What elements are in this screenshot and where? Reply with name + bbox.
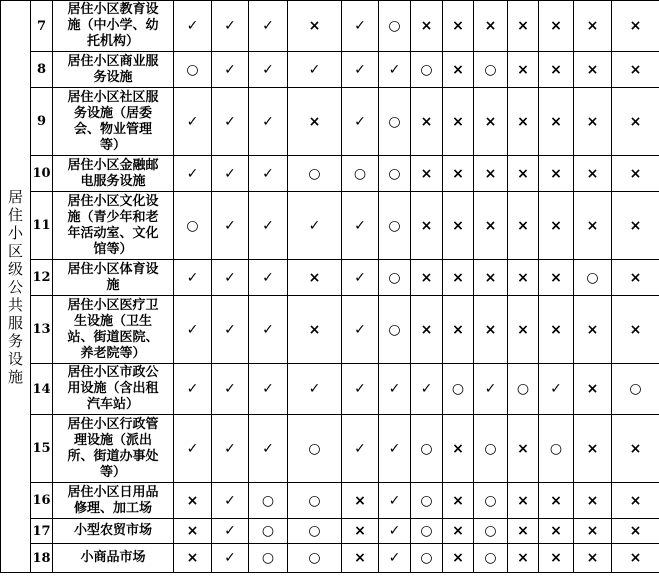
- compat-mark: ○: [411, 52, 443, 88]
- compat-mark: ✓: [212, 415, 249, 483]
- compat-mark: ✓: [249, 260, 288, 296]
- compat-mark: ×: [574, 519, 612, 544]
- compat-mark: ○: [174, 192, 212, 260]
- compat-mark: ×: [443, 296, 474, 364]
- facility-name: [53, 483, 174, 519]
- compat-mark: ×: [539, 52, 574, 88]
- compat-mark: ×: [508, 88, 539, 156]
- compat-mark: ✓: [174, 260, 212, 296]
- compat-mark: ✓: [249, 1, 288, 52]
- compat-mark: ○: [443, 364, 474, 415]
- compat-mark: ✓: [342, 364, 379, 415]
- compat-mark: ✓: [288, 364, 342, 415]
- facility-name-line: 等）: [99, 137, 126, 153]
- row-number: 11: [31, 192, 53, 260]
- compat-mark: ×: [508, 52, 539, 88]
- category-text: [1, 188, 30, 386]
- facility-name: [53, 544, 174, 573]
- category-char: 小: [7, 223, 23, 242]
- table-row: [1, 364, 659, 415]
- compat-mark: ×: [539, 544, 574, 573]
- compat-mark: ×: [574, 156, 612, 192]
- facility-name: [53, 364, 174, 415]
- compat-mark: ×: [342, 483, 379, 519]
- compat-mark: ×: [288, 260, 342, 296]
- facility-name: [53, 415, 174, 483]
- facility-name-line: 生设施（卫生: [73, 313, 152, 329]
- compat-mark: ×: [574, 1, 612, 52]
- compat-mark: ○: [288, 415, 342, 483]
- compat-mark: ✓: [288, 192, 342, 260]
- compat-mark: ×: [508, 296, 539, 364]
- facility-name: [53, 519, 174, 544]
- compat-mark: ×: [411, 260, 443, 296]
- category-char: 公: [7, 277, 23, 296]
- compat-mark: ✓: [212, 260, 249, 296]
- facility-name-line: 用设施（含出租: [67, 381, 159, 396]
- compat-mark: ×: [288, 88, 342, 156]
- compat-mark: ✓: [411, 364, 443, 415]
- compat-mark: ✓: [379, 364, 411, 415]
- facility-name-line: 年活动室、文化: [67, 225, 159, 241]
- compat-mark: ○: [574, 260, 612, 296]
- table-row: [1, 415, 659, 483]
- compat-mark: ×: [508, 544, 539, 573]
- table-row: [1, 544, 659, 573]
- compat-mark: ×: [288, 296, 342, 364]
- compat-mark: ×: [612, 88, 659, 156]
- compat-mark: ○: [379, 1, 411, 52]
- facility-name: [53, 260, 174, 296]
- compat-mark: ×: [574, 544, 612, 573]
- compat-mark: ×: [508, 156, 539, 192]
- table-row: [1, 192, 659, 260]
- compat-mark: ×: [574, 415, 612, 483]
- facility-name-line: 居住小区体育设: [67, 261, 159, 277]
- compat-mark: ×: [612, 192, 659, 260]
- compat-mark: ×: [474, 88, 508, 156]
- row-number: 7: [31, 1, 53, 52]
- compat-mark: ○: [342, 156, 379, 192]
- table-row: [1, 260, 659, 296]
- compat-mark: ✓: [212, 192, 249, 260]
- row-number: 14: [31, 364, 53, 415]
- facility-name-line: 居住小区行政管: [67, 416, 159, 432]
- category-char: 居: [7, 187, 23, 206]
- compat-mark: ○: [379, 296, 411, 364]
- compat-mark: ×: [174, 519, 212, 544]
- row-number: 16: [31, 483, 53, 519]
- compat-mark: ×: [443, 519, 474, 544]
- compat-mark: ×: [539, 1, 574, 52]
- compat-mark: ×: [443, 483, 474, 519]
- compat-mark: ✓: [249, 364, 288, 415]
- table-row: [1, 519, 659, 544]
- facility-name-line: 居住小区市政公: [67, 365, 159, 380]
- compat-mark: ✓: [379, 415, 411, 483]
- compat-mark: ×: [474, 260, 508, 296]
- category-char: 住: [7, 205, 23, 224]
- compat-mark: ×: [443, 52, 474, 88]
- compat-mark: ×: [443, 415, 474, 483]
- compat-mark: ×: [411, 156, 443, 192]
- facility-name-line: 居住小区商业服: [67, 53, 159, 69]
- compat-mark: ×: [574, 296, 612, 364]
- facility-name: [53, 52, 174, 88]
- row-number: 13: [31, 296, 53, 364]
- compat-mark: ✓: [212, 296, 249, 364]
- compat-mark: ✓: [379, 544, 411, 573]
- compat-mark: ✓: [474, 364, 508, 415]
- compat-mark: ×: [612, 1, 659, 52]
- facility-name-line: 居住小区金融邮: [67, 157, 159, 173]
- compat-mark: ✓: [342, 260, 379, 296]
- compat-mark: ✓: [212, 52, 249, 88]
- compat-mark: ✓: [342, 1, 379, 52]
- table-row: [1, 88, 659, 156]
- compat-mark: ×: [539, 88, 574, 156]
- compat-mark: ✓: [342, 52, 379, 88]
- compat-mark: ○: [379, 156, 411, 192]
- facility-name-line: 理设施（派出: [73, 432, 152, 448]
- compat-mark: ×: [342, 519, 379, 544]
- compat-mark: ×: [474, 156, 508, 192]
- compat-mark: ✓: [342, 88, 379, 156]
- facility-name-line: 会、物业管理: [73, 121, 152, 137]
- compat-mark: ✓: [212, 544, 249, 573]
- facility-name-line: 施: [106, 277, 120, 293]
- compat-mark: ✓: [174, 1, 212, 52]
- row-number: 15: [31, 415, 53, 483]
- compat-mark: ×: [612, 483, 659, 519]
- compat-mark: ✓: [342, 192, 379, 260]
- facility-name-line: 养老院等）: [80, 345, 146, 361]
- facility-name-line: 电服务设施: [80, 173, 146, 189]
- facility-name-line: 居住小区社区服: [67, 89, 159, 105]
- compat-mark: ×: [508, 260, 539, 296]
- compat-mark: ✓: [379, 483, 411, 519]
- compat-mark: ×: [443, 1, 474, 52]
- facility-name-line: 施（中小学、幼: [67, 18, 159, 33]
- compat-mark: ✓: [249, 415, 288, 483]
- compat-mark: ×: [443, 544, 474, 573]
- compat-mark: ×: [508, 192, 539, 260]
- row-number: 17: [31, 519, 53, 544]
- row-number: 10: [31, 156, 53, 192]
- facility-name: [53, 296, 174, 364]
- table-row: [1, 156, 659, 192]
- compat-mark: ×: [612, 156, 659, 192]
- compat-mark: ×: [574, 483, 612, 519]
- compat-mark: ✓: [249, 296, 288, 364]
- compat-mark: ×: [508, 415, 539, 483]
- compat-mark: ✓: [212, 1, 249, 52]
- compat-mark: ×: [443, 88, 474, 156]
- compat-mark: ×: [539, 483, 574, 519]
- compat-mark: ×: [574, 364, 612, 415]
- compat-mark: ×: [539, 519, 574, 544]
- table-row: [1, 483, 659, 519]
- compat-mark: ✓: [212, 88, 249, 156]
- compat-mark: ○: [249, 519, 288, 544]
- facility-name-line: 施（青少年和老: [67, 209, 159, 225]
- row-number: 8: [31, 52, 53, 88]
- compat-mark: ×: [174, 544, 212, 573]
- facility-name-line: 修理、加工场: [73, 500, 152, 516]
- compat-mark: ○: [411, 544, 443, 573]
- compat-mark: ✓: [249, 52, 288, 88]
- compat-mark: ✓: [174, 364, 212, 415]
- compat-mark: ×: [411, 88, 443, 156]
- facility-name-line: 居住小区医疗卫: [67, 297, 159, 313]
- category-char: 设: [7, 349, 23, 368]
- compat-mark: ×: [539, 296, 574, 364]
- row-number: 18: [31, 544, 53, 573]
- facility-name-line: 汽车站）: [86, 397, 139, 412]
- compat-mark: ×: [474, 296, 508, 364]
- compat-mark: ○: [411, 483, 443, 519]
- compat-mark: ○: [508, 364, 539, 415]
- compat-mark: ✓: [174, 156, 212, 192]
- compat-mark: ✓: [249, 156, 288, 192]
- compat-mark: ×: [539, 260, 574, 296]
- compat-mark: ✓: [249, 88, 288, 156]
- compat-mark: ×: [612, 544, 659, 573]
- compat-mark: ×: [574, 52, 612, 88]
- facility-name-line: 站、街道医院、: [67, 329, 159, 345]
- compat-mark: ✓: [249, 192, 288, 260]
- compat-mark: ✓: [212, 364, 249, 415]
- facility-name-line: 居住小区文化设: [67, 193, 159, 209]
- category-char: 服: [7, 313, 23, 332]
- compat-mark: ×: [411, 192, 443, 260]
- compat-mark: ×: [411, 296, 443, 364]
- compat-mark: ×: [443, 192, 474, 260]
- category-char: 共: [7, 295, 23, 314]
- compat-mark: ✓: [342, 415, 379, 483]
- compat-mark: ×: [574, 192, 612, 260]
- category-char: 区: [7, 241, 23, 260]
- category-char: 级: [7, 259, 23, 278]
- facility-name-line: 托机构）: [86, 34, 139, 49]
- facility-name-line: 务设施: [93, 69, 133, 85]
- facility-name-line: 小商品市场: [80, 550, 146, 565]
- compat-mark: ○: [379, 88, 411, 156]
- compat-mark: ○: [379, 260, 411, 296]
- facility-name-line: 务设施（居委: [73, 105, 152, 121]
- facility-name-line: 小型农贸市场: [73, 523, 152, 538]
- compat-mark: ○: [288, 483, 342, 519]
- compat-mark: ×: [612, 52, 659, 88]
- compat-mark: ✓: [379, 52, 411, 88]
- compat-mark: ○: [474, 415, 508, 483]
- compat-mark: ×: [288, 1, 342, 52]
- compat-mark: ×: [411, 1, 443, 52]
- compat-mark: ×: [508, 483, 539, 519]
- facility-name: [53, 192, 174, 260]
- table-row: [1, 52, 659, 88]
- compat-mark: ○: [539, 415, 574, 483]
- compat-mark: ×: [612, 296, 659, 364]
- row-number: 9: [31, 88, 53, 156]
- compat-mark: ○: [288, 156, 342, 192]
- compat-mark: ×: [474, 1, 508, 52]
- compat-mark: ○: [411, 415, 443, 483]
- table-body: [1, 1, 659, 573]
- compat-mark: ○: [174, 52, 212, 88]
- compat-mark: ×: [612, 519, 659, 544]
- facility-name-line: 等）: [99, 464, 126, 480]
- compat-mark: ×: [539, 156, 574, 192]
- compat-mark: ×: [342, 544, 379, 573]
- compat-mark: ✓: [174, 296, 212, 364]
- category-cell: [1, 1, 31, 573]
- compat-mark: ✓: [212, 483, 249, 519]
- compat-mark: ○: [474, 52, 508, 88]
- table-row: [1, 1, 659, 52]
- facility-name-line: 居住小区日用品: [67, 484, 159, 500]
- compat-mark: ✓: [212, 519, 249, 544]
- compat-mark: ✓: [288, 52, 342, 88]
- compat-mark: ✓: [379, 519, 411, 544]
- compat-mark: ✓: [212, 156, 249, 192]
- compat-mark: ○: [288, 544, 342, 573]
- category-char: 务: [7, 331, 23, 350]
- facility-name: [53, 1, 174, 52]
- facility-name-line: 所、街道办事处: [67, 448, 159, 464]
- compat-mark: ×: [443, 260, 474, 296]
- compat-mark: ○: [411, 519, 443, 544]
- compat-mark: ×: [443, 156, 474, 192]
- compat-mark: ×: [574, 88, 612, 156]
- category-char: 施: [7, 367, 23, 386]
- compat-mark: ✓: [342, 296, 379, 364]
- row-number: 12: [31, 260, 53, 296]
- compat-mark: ○: [249, 483, 288, 519]
- compat-mark: ×: [474, 192, 508, 260]
- compat-mark: ○: [474, 483, 508, 519]
- compat-mark: ×: [612, 415, 659, 483]
- compat-mark: ○: [288, 519, 342, 544]
- compat-mark: ✓: [174, 88, 212, 156]
- compat-mark: ×: [539, 192, 574, 260]
- compat-mark: ○: [249, 544, 288, 573]
- compat-mark: ×: [612, 260, 659, 296]
- compat-mark: ○: [474, 519, 508, 544]
- compat-mark: ✓: [174, 415, 212, 483]
- compat-mark: ×: [174, 483, 212, 519]
- compat-mark: ○: [612, 364, 659, 415]
- table-row: [1, 296, 659, 364]
- compat-mark: ○: [379, 192, 411, 260]
- compat-mark: ✓: [539, 364, 574, 415]
- facility-name: [53, 156, 174, 192]
- facility-name: [53, 88, 174, 156]
- compat-mark: ○: [474, 544, 508, 573]
- facility-name-line: 居住小区教育设: [67, 2, 159, 17]
- compat-mark: ×: [508, 519, 539, 544]
- facility-name-line: 馆等）: [93, 241, 133, 257]
- compat-mark: ×: [508, 1, 539, 52]
